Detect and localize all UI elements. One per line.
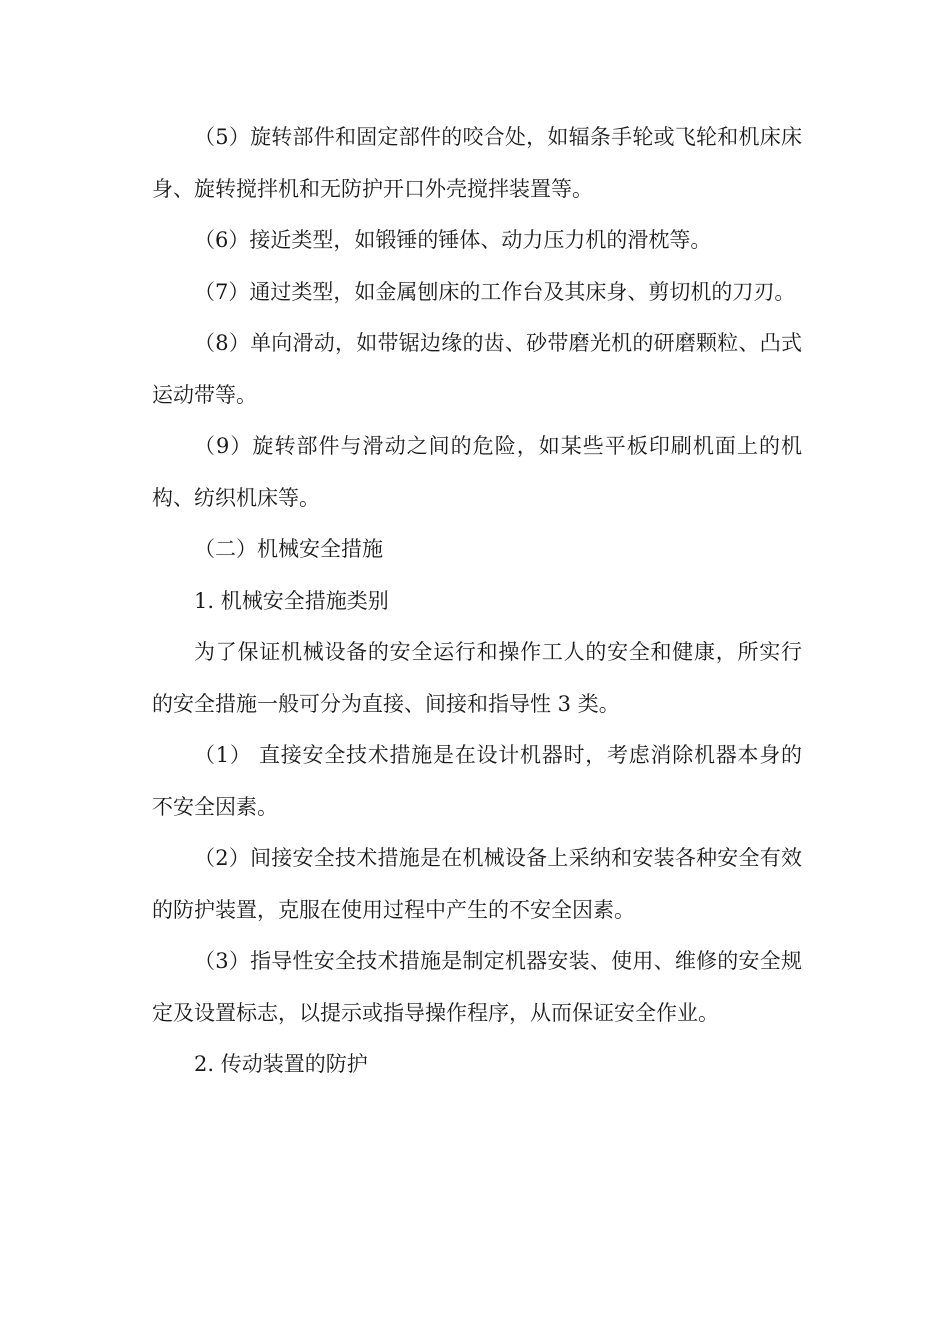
section-heading: （二）机械安全措施 [194, 537, 383, 561]
document-body [152, 112, 802, 1091]
subsection-heading-1: 1. 机械安全措施类别 [194, 588, 389, 613]
paragraph-item-7: （7）通过类型，如金属刨床的工作台及其床身、剪切机的刀刃。 [194, 279, 796, 304]
subsection-heading-2: 2. 传动装置的防护 [194, 1052, 368, 1076]
paragraph-item-5: （5）旋转部件和固定部件的咬合处，如辐条手轮或飞轮和机床床身、旋转搅拌机和无防护开口外壳搅拌装置等。 [152, 125, 802, 201]
measure-item-2: （2）间接安全技术措施是在机械设备上采纳和安装各种安全有效的防护装置，克服在使用过程中产生的不安全因素。 [152, 846, 802, 922]
paragraph-item-9: （9）旋转部件与滑动之间的危险，如某些平板印刷机面上的机构、纺织机床等。 [152, 434, 802, 510]
measure-item-3: （3）指导性安全技术措施是制定机器安装、使用、维修的安全规定及设置标志，以提示或指导操作程序，从而保证安全作业。 [152, 949, 802, 1025]
intro-paragraph: 为了保证机械设备的安全运行和操作工人的安全和健康，所实行的安全措施一般可分为直接、间接和指导性 3 类。 [152, 640, 802, 716]
measure-item-1: （1） 直接安全技术措施是在设计机器时，考虑消除机器本身的不安全因素。 [152, 743, 802, 819]
paragraph-item-6: （6）接近类型，如锻锤的锤体、动力压力机的滑枕等。 [194, 228, 712, 252]
paragraph-item-8: （8）单向滑动，如带锯边缘的齿、砂带磨光机的研磨颗粒、凸式运动带等。 [152, 331, 802, 407]
